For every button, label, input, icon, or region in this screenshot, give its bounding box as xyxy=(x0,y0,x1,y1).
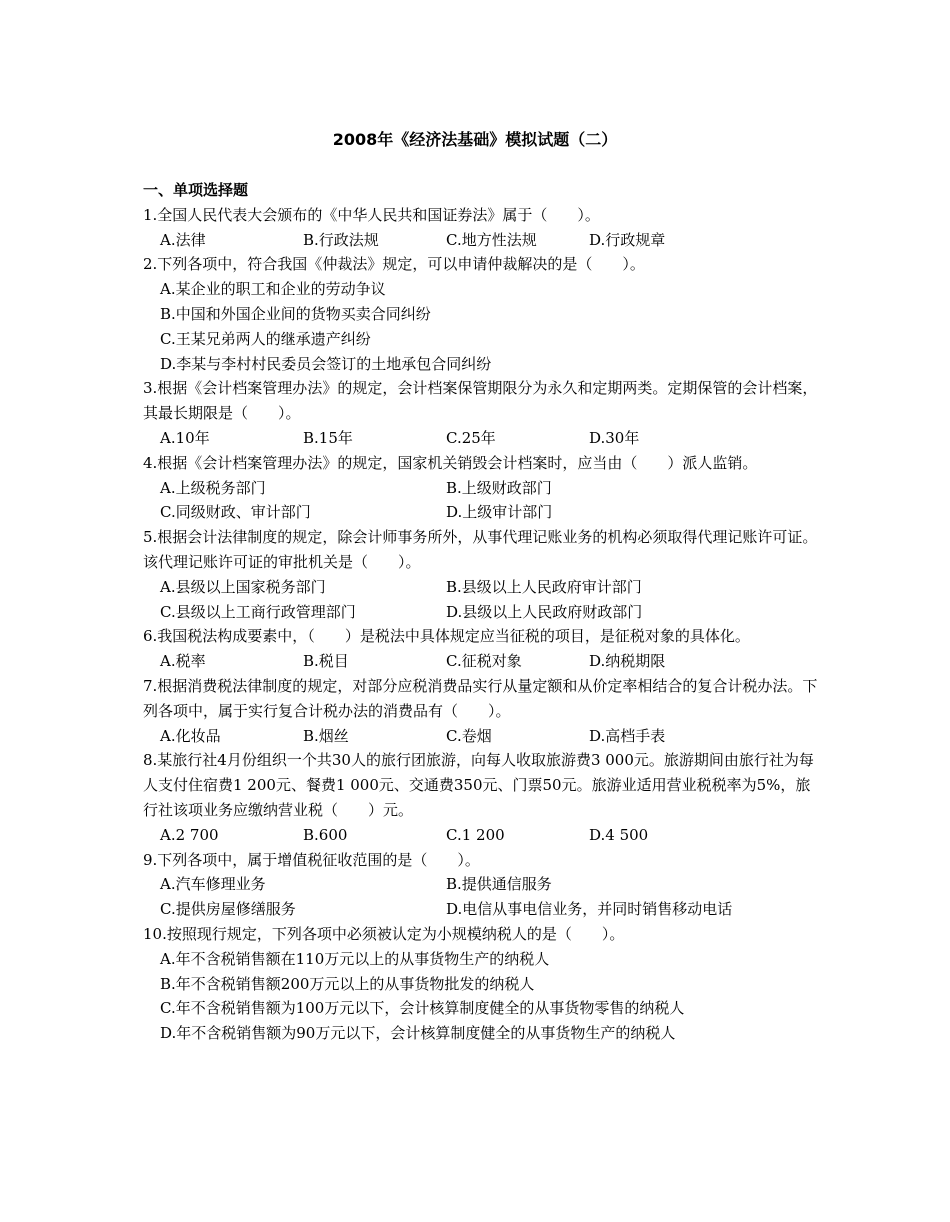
option-item: D.上级审计部门 xyxy=(446,503,553,522)
option-item: B.烟丝 xyxy=(303,726,349,745)
option-item: C.年不含税销售额为100万元以下，会计核算制度健全的从事货物零售的纳税人 xyxy=(160,999,685,1018)
option-item: A.2 700 xyxy=(160,825,219,844)
option-item: D.年不含税销售额为90万元以下，会计核算制度健全的从事货物生产的纳税人 xyxy=(160,1024,676,1043)
option-item: C.县级以上工商行政管理部门 xyxy=(160,602,356,621)
question-item xyxy=(143,376,823,450)
question-options xyxy=(143,575,823,625)
question-options xyxy=(143,277,823,376)
option-item: D.电信从事电信业务，并同时销售移动电话 xyxy=(446,900,733,919)
question-options xyxy=(143,426,823,451)
question-item xyxy=(143,203,823,253)
option-item: B.上级财政部门 xyxy=(446,478,552,497)
question-item xyxy=(143,525,823,624)
question-item xyxy=(143,624,823,674)
option-item: A.法律 xyxy=(160,230,206,249)
document-body xyxy=(143,178,823,1046)
option-item: B.中国和外国企业间的货物买卖合同纠纷 xyxy=(160,304,431,323)
option-item: C.王某兄弟两人的继承遗产纠纷 xyxy=(160,329,371,348)
question-options xyxy=(143,872,823,922)
question-item xyxy=(143,252,823,376)
option-item: A.某企业的职工和企业的劳动争议 xyxy=(160,280,386,299)
question-stem: 6.我国税法构成要素中，（ ）是税法中具体规定应当征税的项目，是征税对象的具体化。 xyxy=(143,627,750,646)
option-item: D.纳税期限 xyxy=(589,652,666,671)
question-options xyxy=(143,649,823,674)
question-options xyxy=(143,724,823,749)
option-item: C.1 200 xyxy=(446,825,505,844)
question-options xyxy=(143,476,823,526)
question-item xyxy=(143,451,823,525)
question-stem: 10.按照现行规定，下列各项中必须被认定为小规模纳税人的是（ ）。 xyxy=(143,924,625,943)
document-title: 2008年《经济法基础》模拟试题（二） xyxy=(332,130,618,149)
question-options xyxy=(143,228,823,253)
option-item: A.10年 xyxy=(160,428,210,447)
question-item xyxy=(143,848,823,922)
option-item: A.上级税务部门 xyxy=(160,478,266,497)
option-item: B.县级以上人民政府审计部门 xyxy=(446,577,642,596)
option-item: B.提供通信服务 xyxy=(446,875,552,894)
option-item: C.提供房屋修缮服务 xyxy=(160,900,296,919)
option-item: D.李某与李村村民委员会签订的土地承包合同纠纷 xyxy=(160,354,492,373)
option-item: C.25年 xyxy=(446,428,496,447)
option-item: D.行政规章 xyxy=(589,230,666,249)
question-item xyxy=(143,748,823,847)
question-options xyxy=(143,823,823,848)
question-stem: 5.根据会计法律制度的规定，除会计师事务所外，从事代理记账业务的机构必须取得代理记账许可证。该代理记账许可证的审批机关是（ ）。 xyxy=(143,528,818,571)
question-stem: 3.根据《会计档案管理办法》的规定，会计档案保管期限分为永久和定期两类。定期保管的会计档案，其最长期限是（ ）。 xyxy=(143,379,818,423)
option-item: D.高档手表 xyxy=(589,726,666,745)
option-item: A.汽车修理业务 xyxy=(160,875,266,894)
option-item: A.县级以上国家税务部门 xyxy=(160,577,326,596)
option-item: B.15年 xyxy=(303,428,353,447)
question-stem: 7.根据消费税法律制度的规定，对部分应税消费品实行从量定额和从价定率相结合的复合计税办法。下列各项中，属于实行复合计税办法的消费品有（ ）。 xyxy=(143,676,818,720)
question-stem: 2.下列各项中，符合我国《仲裁法》规定，可以申请仲裁解决的是（ ）。 xyxy=(143,255,645,274)
option-item: A.年不含税销售额在110万元以上的从事货物生产的纳税人 xyxy=(160,949,550,968)
option-item: C.征税对象 xyxy=(446,652,522,671)
option-item: D.30年 xyxy=(589,428,640,447)
section-heading: 一、单项选择题 xyxy=(143,181,249,199)
question-stem: 9.下列各项中，属于增值税征收范围的是（ ）。 xyxy=(143,850,480,869)
option-item: D.县级以上人民政府财政部门 xyxy=(446,602,643,621)
option-item: A.化妆品 xyxy=(160,726,221,745)
question-stem: 1.全国人民代表大会颁布的《中华人民共和国证券法》属于（ ）。 xyxy=(143,205,600,224)
question-list xyxy=(143,203,823,1046)
question-stem: 8.某旅行社4月份组织一个共30人的旅行团旅游，向每人收取旅游费3 000元。旅游期间由旅行社为每人支付住宿费1 200元、餐费1 000元、交通费350元、门票50元。旅游业适用营业税税率为5%，旅行社该项业务应缴纳营业税（ ）元。 xyxy=(143,751,814,819)
option-item: A.税率 xyxy=(160,652,206,671)
question-options xyxy=(143,947,823,1046)
question-item xyxy=(143,922,823,1046)
option-item: C.地方性法规 xyxy=(446,230,537,249)
option-item: D.4 500 xyxy=(589,825,649,844)
option-item: B.年不含税销售额200万元以上的从事货物批发的纳税人 xyxy=(160,974,535,993)
option-item: C.卷烟 xyxy=(446,726,492,745)
option-item: B.税目 xyxy=(303,652,349,671)
question-item xyxy=(143,674,823,748)
option-item: C.同级财政、审计部门 xyxy=(160,503,311,522)
question-stem: 4.根据《会计档案管理办法》的规定，国家机关销毁会计档案时，应当由（ ）派人监销。 xyxy=(143,453,758,472)
option-item: B.600 xyxy=(303,825,348,844)
option-item: B.行政法规 xyxy=(303,230,379,249)
